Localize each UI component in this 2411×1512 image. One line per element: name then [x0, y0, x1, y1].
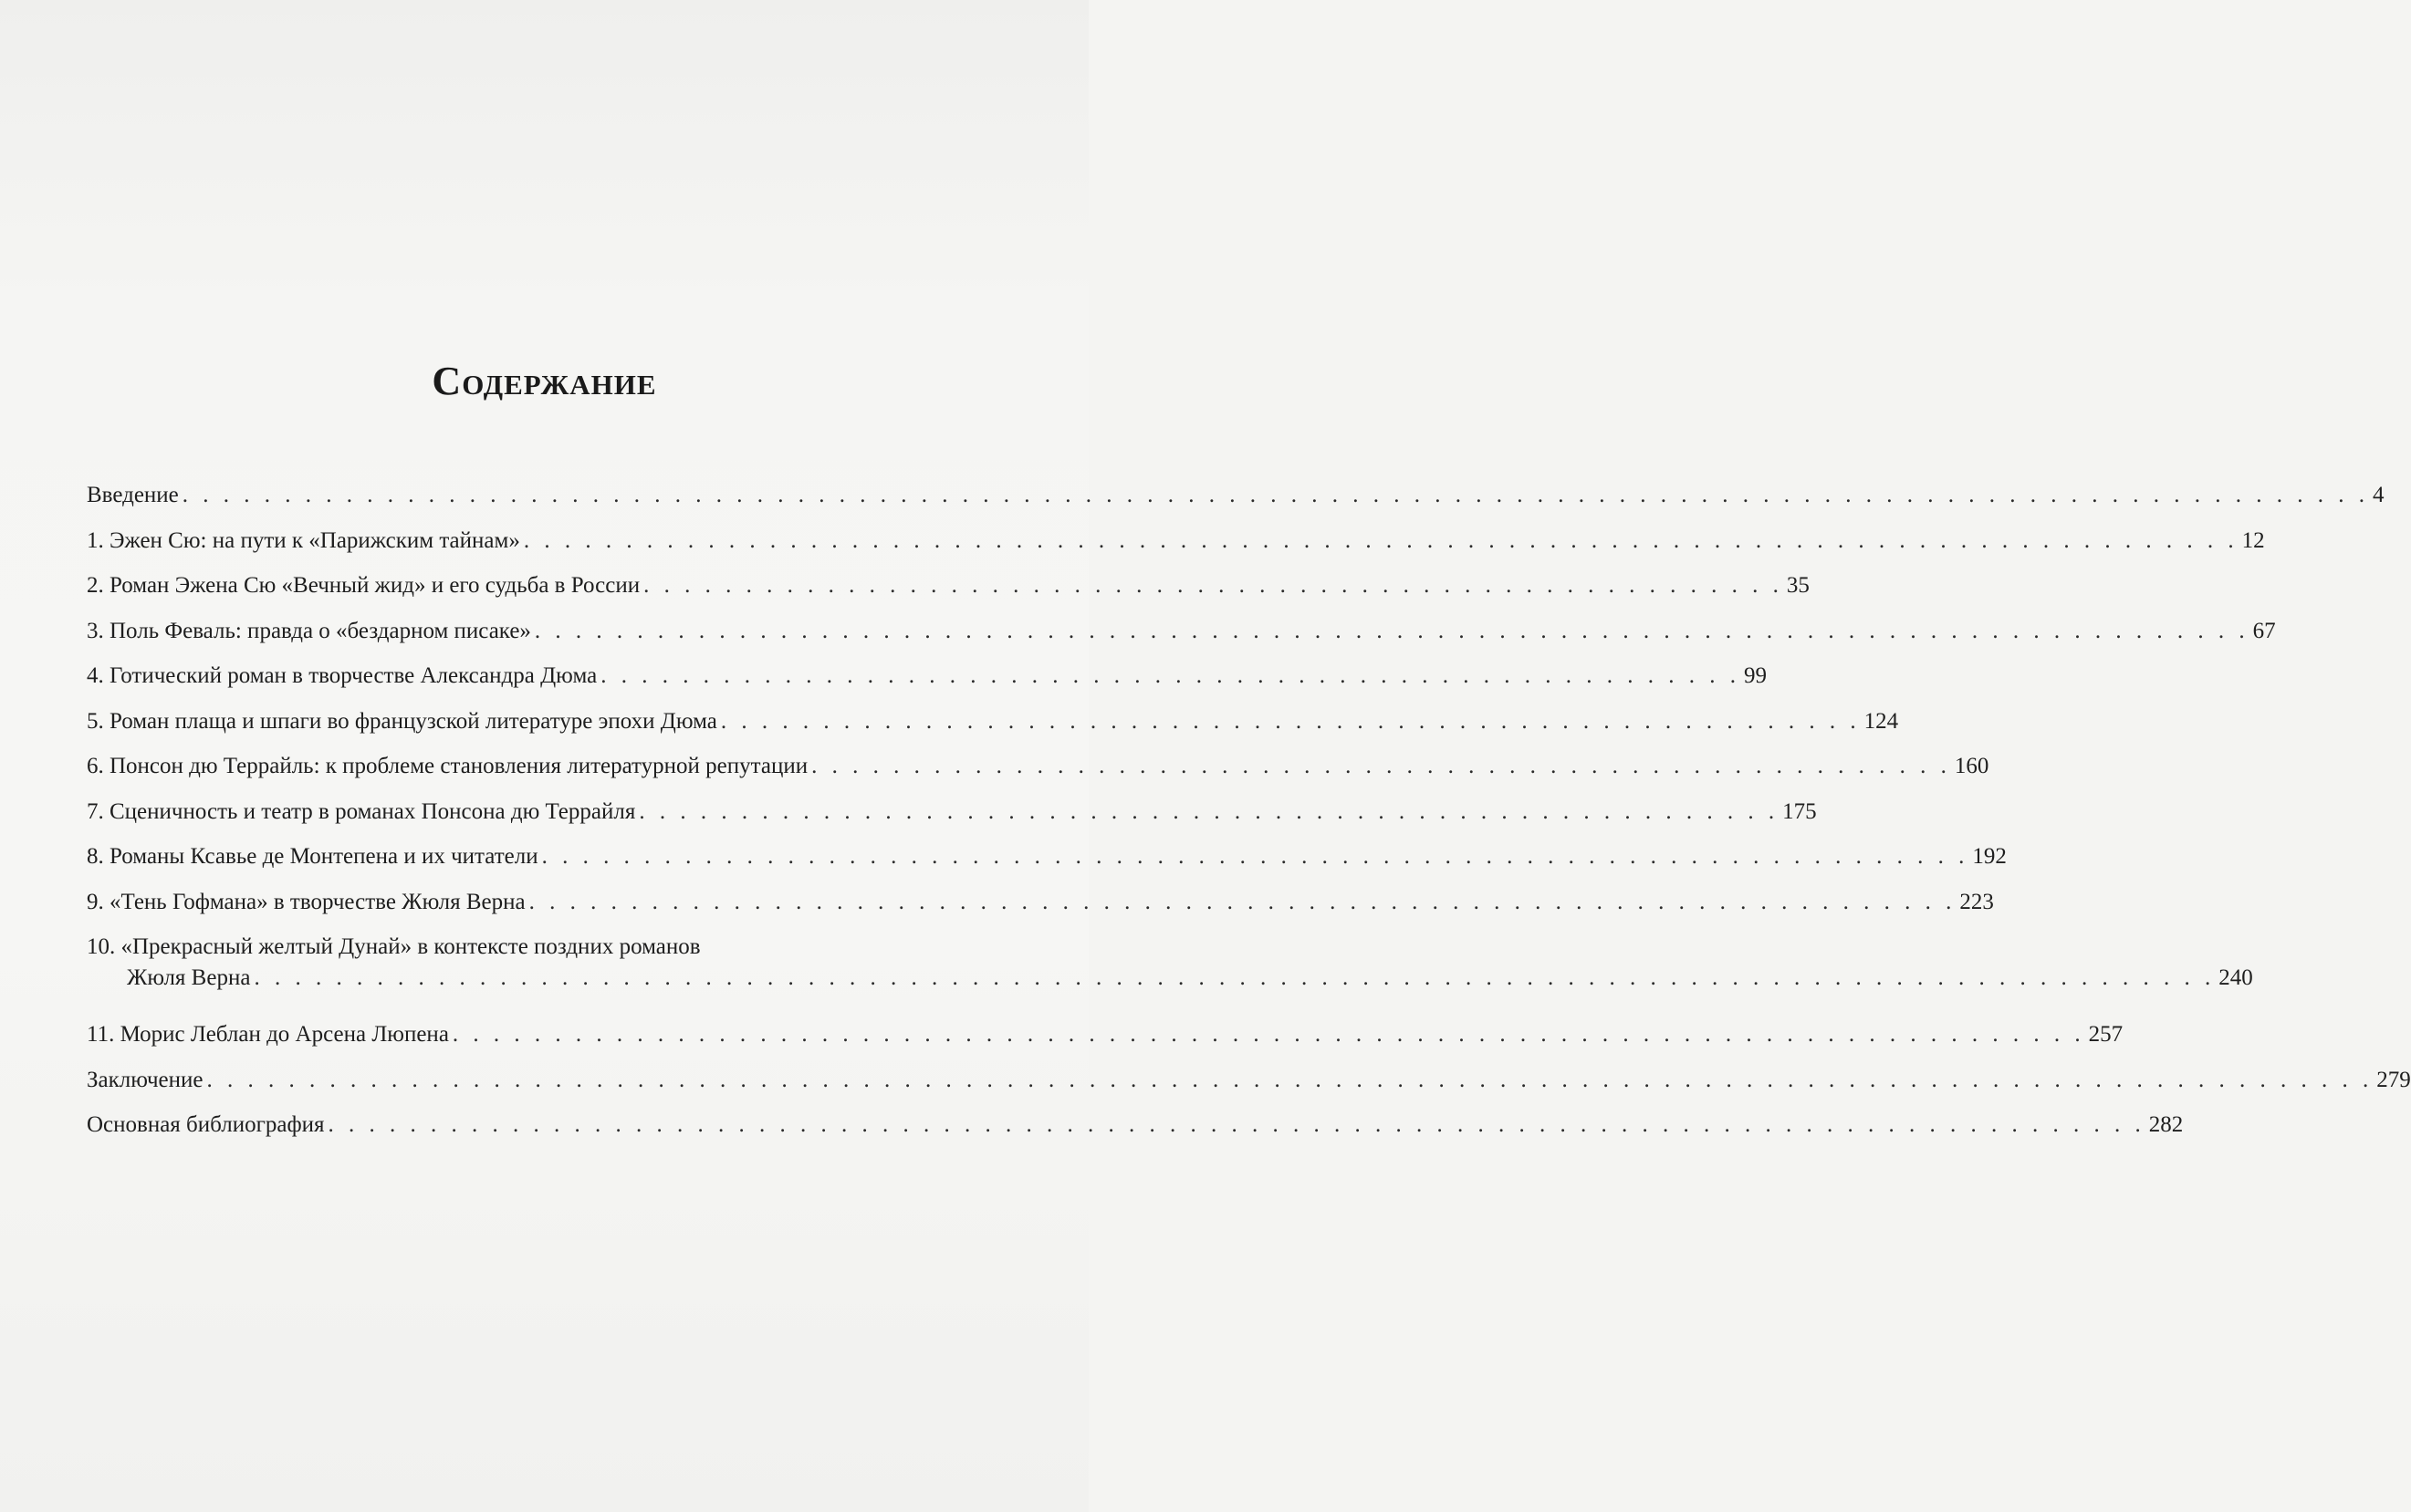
toc-page-number: 4: [2373, 483, 2385, 507]
toc-leader-dots: . . . . . . . . . . . . . . . . . . . . . . . . . . . . . . . . . . . . . . . . . . . . . . . . . . . . . . . . . . . . . . . . . . . . . . . . . . . . . . . . . . . .: [523, 527, 2239, 553]
toc-entry-label-line-1: 10. «Прекрасный желтый Дунай» в контексте поздних романов: [87, 934, 701, 959]
toc-leader-dots: . . . . . . . . . . . . . . . . . . . . . . . . . . . . . . . . . . . . . . . . . . . . . . . . . . . . . . . . . . . . . . . . . . . . . .: [528, 889, 1957, 914]
toc-page-number: 257: [2088, 1022, 2124, 1047]
toc-entry-chapter-8: [87, 843, 2007, 889]
toc-entry-chapter-4: [87, 662, 1767, 708]
toc-leader-dots: . . . . . . . . . . . . . . . . . . . . . . . . . . . . . . . . . . . . . . . . . . . . . . . . . . . . . . . . . . . . . . . . . . . . . . . . . . . . . . . . . . . . . . . . . . . . . . . . . . . . . . . . . . .: [182, 483, 2370, 507]
toc-page-number: 35: [1786, 573, 1810, 598]
toc-leader-dots: . . . . . . . . . . . . . . . . . . . . . . . . . . . . . . . . . . . . . . . . . . . . . . . . . . . . . . . . . . . . . . . . . . . . . . . . . . . . . . . . . . . . . . . . . . . . . . . .: [254, 965, 2216, 990]
toc-leader-dots: . . . . . . . . . . . . . . . . . . . . . . . . . . . . . . . . . . . . . . . . . . . . . . . . . . . . . . . . . . . . . . . . . . . . . .: [541, 844, 1969, 869]
toc-leader-dots: . . . . . . . . . . . . . . . . . . . . . . . . . . . . . . . . . . . . . . . . . . . . . . . . . . . . . . . . . . . . . . . . . . . . . . . . . . . . . . . . . . . . . . . . . . . . . . . . . . . . . . . . . .: [206, 1067, 2374, 1092]
toc-leader-dots: . . . . . . . . . . . . . . . . . . . . . . . . . . . . . . . . . . . . . . . . . . . . . . . . . . . . . . . .: [643, 573, 1783, 598]
toc-entry-chapter-3: [87, 618, 2276, 663]
toc-entry-label: Основная библиография: [87, 1112, 325, 1137]
toc-entry-chapter-6: [87, 753, 1989, 798]
toc-leader-dots: . . . . . . . . . . . . . . . . . . . . . . . . . . . . . . . . . . . . . . . . . . . . . . . . . . . . . . . .: [600, 663, 1740, 688]
toc-entry-label: 7. Сценичность и театр в романах Понсона дю Террайля: [87, 798, 636, 824]
toc-leader-dots: . . . . . . . . . . . . . . . . . . . . . . . . . . . . . . . . . . . . . . . . . . . . . . . . . . . . . . . . . . . . . . . . . . . . . . . . . . . . . . . . . . . .: [534, 618, 2249, 643]
toc-page-number: 192: [1972, 844, 2007, 869]
toc-entry-label-line-2: Жюля Верна: [127, 965, 251, 990]
toc-entry-bibliography: [87, 1111, 2184, 1157]
toc-page-number: 160: [1954, 754, 1989, 778]
toc-page-number: 124: [1863, 708, 1899, 734]
toc-entry-label: 1. Эжен Сю: на пути к «Парижским тайнам»: [87, 527, 520, 553]
toc-entry-chapter-10: [87, 933, 2253, 1021]
toc-leader-dots: . . . . . . . . . . . . . . . . . . . . . . . . . . . . . . . . . . . . . . . . . . . . . . . . . . . . . . . .: [811, 754, 1951, 778]
toc-entry-chapter-5: [87, 708, 1899, 754]
toc-entry-label: 6. Понсон дю Террайль: к проблеме становления литературной репутации: [87, 754, 809, 778]
table-of-contents: [87, 482, 2411, 1157]
toc-entry-introduction: [87, 482, 2385, 527]
toc-entry-chapter-1: [87, 527, 2265, 573]
toc-entry-chapter-11: [87, 1021, 2124, 1067]
toc-page-number: 223: [1959, 889, 1994, 914]
toc-page-number: 282: [2148, 1112, 2184, 1137]
toc-entry-chapter-7: [87, 798, 1817, 844]
toc-leader-dots: . . . . . . . . . . . . . . . . . . . . . . . . . . . . . . . . . . . . . . . . . . . . . . . . . . . . . . . . . . . . . . . . . . . . . . . . . . . . . . . . . . . . . . . . .: [328, 1112, 2145, 1137]
toc-leader-dots: . . . . . . . . . . . . . . . . . . . . . . . . . . . . . . . . . . . . . . . . . . . . . . . . . . . . . . . .: [720, 708, 1861, 734]
toc-entry-conclusion: [87, 1067, 2411, 1112]
toc-page-number: 279: [2376, 1067, 2411, 1092]
page-title: Содержание: [432, 359, 657, 403]
toc-entry-label: 11. Морис Леблан до Арсена Люпена: [87, 1022, 449, 1047]
toc-page-number: 240: [2218, 965, 2253, 990]
toc-entry-label: 3. Поль Феваль: правда о «бездарном писаке»: [87, 618, 531, 643]
toc-page-number: 175: [1782, 798, 1817, 824]
toc-entry-label: Введение: [87, 483, 179, 507]
toc-leader-dots: . . . . . . . . . . . . . . . . . . . . . . . . . . . . . . . . . . . . . . . . . . . . . . . . . . . . . . . . . . . . . . . . . . . . . . . . . . . . . . . .: [452, 1022, 2085, 1047]
toc-leader-dots: . . . . . . . . . . . . . . . . . . . . . . . . . . . . . . . . . . . . . . . . . . . . . . . . . . . . . . . .: [639, 798, 1780, 824]
toc-entry-label: 4. Готический роман в творчестве Александра Дюма: [87, 663, 598, 688]
toc-entry-label: 9. «Тень Гофмана» в творчестве Жюля Верна: [87, 889, 526, 914]
toc-entry-chapter-9: [87, 889, 1994, 934]
toc-entry-label: 2. Роман Эжена Сю «Вечный жид» и его судьба в России: [87, 573, 641, 598]
toc-entry-label: Заключение: [87, 1067, 204, 1092]
toc-page-number: 67: [2252, 618, 2276, 643]
toc-entry-label: 8. Романы Ксавье де Монтепена и их читатели: [87, 844, 538, 869]
toc-page-number: 12: [2241, 527, 2265, 553]
toc-page-number: 99: [1743, 663, 1767, 688]
toc-entry-chapter-2: [87, 572, 1810, 618]
toc-entry-label: 5. Роман плаща и шпаги во французской литературе эпохи Дюма: [87, 708, 717, 734]
